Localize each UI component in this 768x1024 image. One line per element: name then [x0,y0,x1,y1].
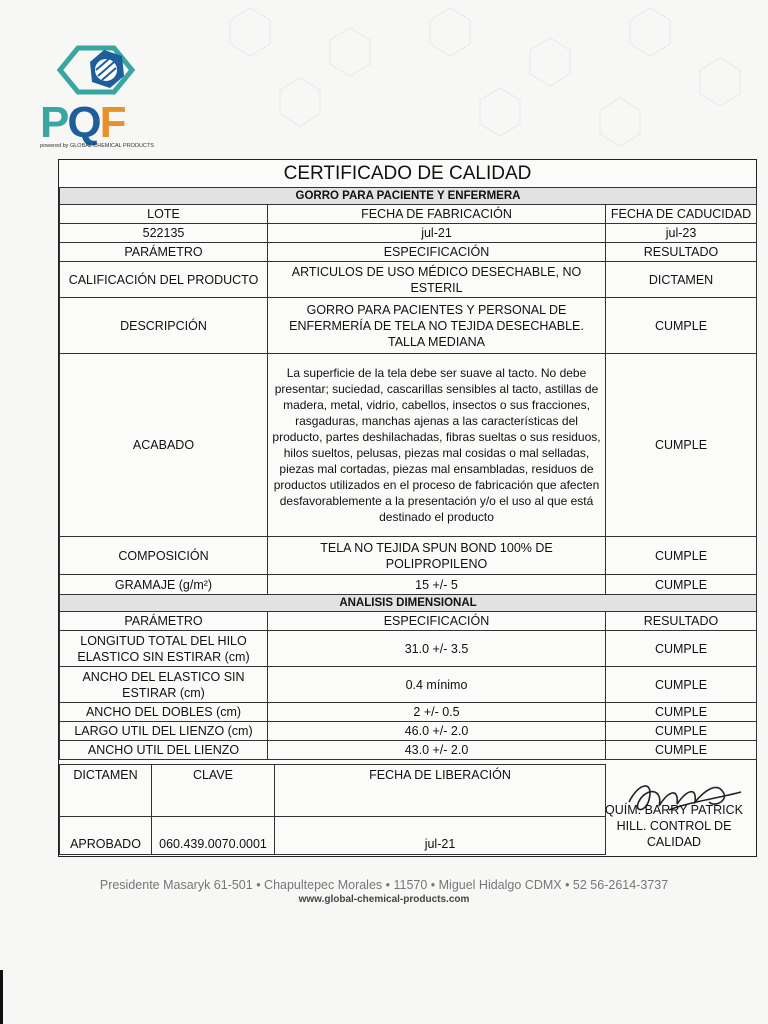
table-row-param: DESCRIPCIÓN [60,298,268,354]
table-row-spec: 0.4 mínimo [268,667,606,703]
table-row-result: CUMPLE [606,298,757,354]
clave-value: 060.439.0070.0001 [152,817,275,855]
table-row-param: GRAMAJE (g/m²) [60,575,268,595]
table-row-spec: La superficie de la tela debe ser suave al tacto. No debe presentar; suciedad, cascarillas sensibles al tacto, astillas de madera, metal, vidrio, cabellos, insectos o sus fracciones, rasgaduras, manchas ajenas a las características del producto, partes deshilachadas, fibras sueltas o sus residuos, hilos sueltos, pelusas, piezas mal cosidas o mal selladas, piezas mal cortadas, piezas mal ensambladas, residuos de productos utilizados en el proceso de fabricación que afecten desfavorablemente a la presentación y/o el uso al que está destinado el producto [268,354,606,537]
fab-header: FECHA DE FABRICACIÓN [268,205,606,224]
result-header: RESULTADO [606,612,757,631]
clave-header: CLAVE [152,765,275,817]
table-row-spec: 2 +/- 0.5 [268,703,606,722]
logo-subtext: powered by GLOBAL CHEMICAL PRODUCTS [40,143,154,149]
table-row-spec: 46.0 +/- 2.0 [268,722,606,741]
liberacion-value: jul-21 [275,817,606,855]
table-row-spec: TELA NO TEJIDA SPUN BOND 100% DE POLIPROPILENO [268,537,606,575]
table-row-spec: 15 +/- 5 [268,575,606,595]
lote-header: LOTE [60,205,268,224]
table-row-result: CUMPLE [606,537,757,575]
footer-website: www.global-chemical-products.com [298,894,470,905]
table-row-result: CUMPLE [606,631,757,667]
signer-name: QUÍM. BARRY PATRICK HILL. CONTROL DE CALIDAD [605,803,743,849]
param-header: PARÁMETRO [60,612,268,631]
dictamen-header: DICTAMEN [60,765,152,817]
spec-header: ESPECIFICACIÓN [268,612,606,631]
table-row-spec: ARTICULOS DE USO MÉDICO DESECHABLE, NO ESTERIL [268,262,606,298]
table-row-param: ACABADO [60,354,268,537]
table-row-spec: 43.0 +/- 2.0 [268,741,606,760]
table-row-param: CALIFICACIÓN DEL PRODUCTO [60,262,268,298]
table-row-param: COMPOSICIÓN [60,537,268,575]
dictamen-value: APROBADO [60,817,152,855]
footer-address: Presidente Masaryk 61-501 • Chapultepec Morales • 11570 • Miguel Hidalgo CDMX • 52 56-2614-3737 [99,878,669,892]
table-row-result: CUMPLE [606,703,757,722]
table-row-result: CUMPLE [606,354,757,537]
table-row-result: CUMPLE [606,667,757,703]
pqf-logo-text: PQF [40,98,125,147]
liberacion-header: FECHA DE LIBERACIÓN [275,765,606,817]
product-name: GORRO PARA PACIENTE Y ENFERMERA [60,188,757,205]
param-header: PARÁMETRO [60,243,268,262]
table-row-param: LARGO UTIL DEL LIENZO (cm) [60,722,268,741]
table-row-param: ANCHO UTIL DEL LIENZO [60,741,268,760]
table-row-param: LONGITUD TOTAL DEL HILO ELASTICO SIN ESTIRAR (cm) [60,631,268,667]
table-row-result: CUMPLE [606,722,757,741]
table-row-result: CUMPLE [606,741,757,760]
cad-header: FECHA DE CADUCIDAD [606,205,757,224]
table-row-param: ANCHO DEL DOBLES (cm) [60,703,268,722]
result-header: RESULTADO [606,243,757,262]
scan-edge [0,970,3,1024]
fab-value: jul-21 [268,224,606,243]
certificate-document [58,159,757,857]
table-row-spec: GORRO PARA PACIENTES Y PERSONAL DE ENFERMERÍA DE TELA NO TEJIDA DESECHABLE. TALLA MEDIANA [268,298,606,354]
cad-value: jul-23 [606,224,757,243]
page-title: CERTIFICADO DE CALIDAD [283,163,532,184]
table-row-param: ANCHO DEL ELASTICO SIN ESTIRAR (cm) [60,667,268,703]
table-row-result: DICTAMEN [606,262,757,298]
spec-header: ESPECIFICACIÓN [268,243,606,262]
lote-value: 522135 [60,224,268,243]
dimensional-title: ANALISIS DIMENSIONAL [60,595,757,612]
table-row-spec: 31.0 +/- 3.5 [268,631,606,667]
certificate-table [59,187,757,760]
table-row-result: CUMPLE [606,575,757,595]
